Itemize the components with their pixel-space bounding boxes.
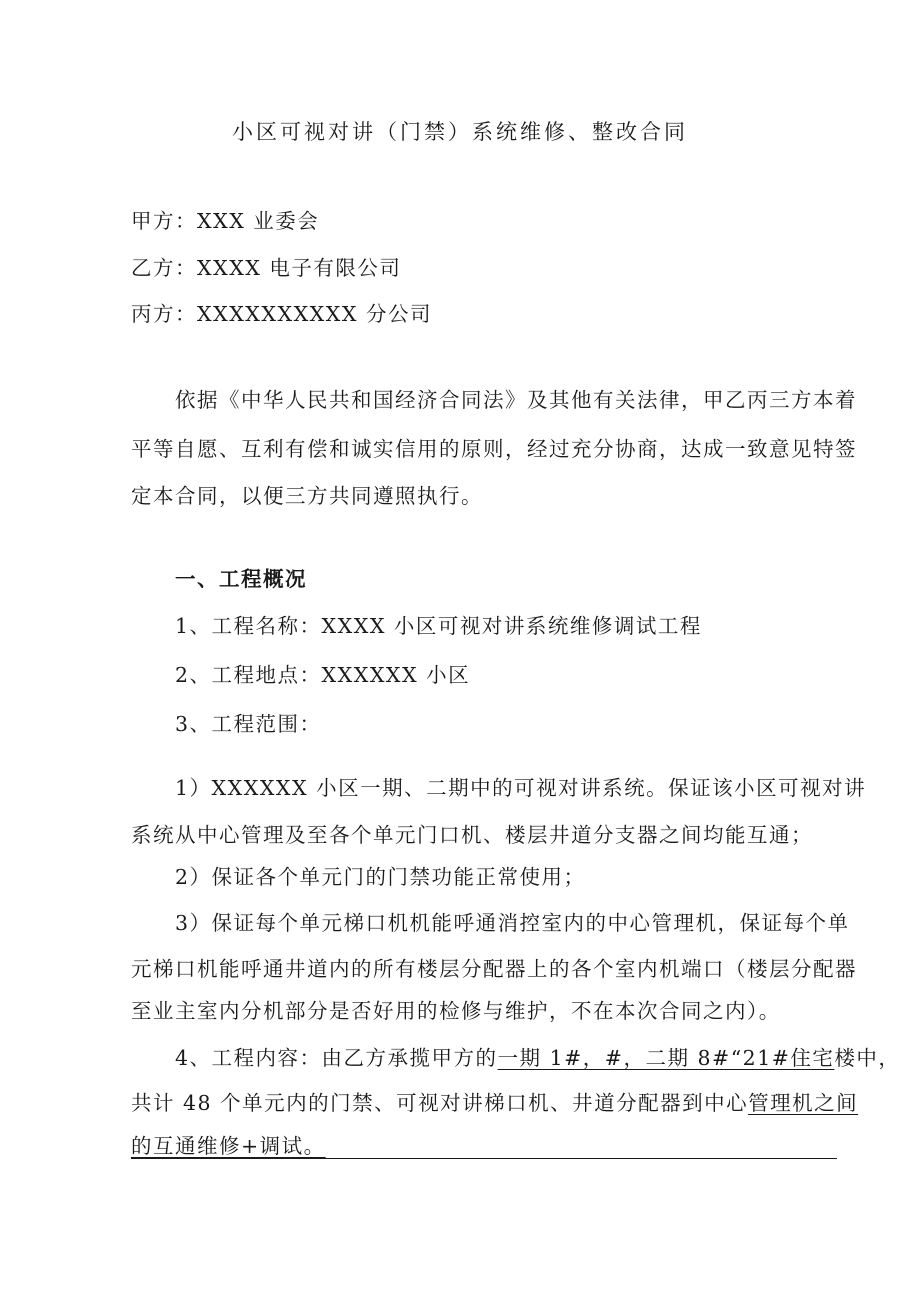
party-c: 丙方：XXXXXXXXXX 分公司 [131, 302, 432, 326]
document-title: 小区可视对讲（门禁）系统维修、整改合同 [232, 120, 688, 144]
horizontal-rule [131, 1158, 837, 1159]
party-b: 乙方：XXXX 电子有限公司 [131, 256, 402, 280]
content-line-2b: 管理机之间 [748, 1091, 859, 1115]
scope-line-1: 1）XXXXXX 小区一期、二期中的可视对讲系统。保证该小区可视对讲 [175, 776, 867, 800]
item-project-location: 2、工程地点：XXXXXX 小区 [175, 663, 471, 687]
intro-line-1: 依据《中华人民共和国经济合同法》及其他有关法律，甲乙丙三方本着 [175, 388, 857, 412]
intro-line-3: 定本合同，以便三方共同遵照执行。 [131, 484, 483, 508]
content-line-2 [131, 1086, 858, 1116]
item-project-name: 1、工程名称：XXXX 小区可视对讲系统维修调试工程 [175, 614, 702, 638]
content-line-2a: 共计 48 个单元内的门禁、可视对讲梯口机、井道分配器到中心 [131, 1091, 749, 1115]
scope-line-2: 系统从中心管理及至各个单元门口机、楼层井道分支器之间均能互通； [131, 823, 813, 847]
section-heading: 一、工程概况 [175, 567, 307, 591]
scope-line-5: 元梯口机能呼通井道内的所有楼层分配器上的各个室内机端口（楼层分配器 [131, 957, 857, 981]
intro-line-2: 平等自愿、互利有偿和诚实信用的原则，经过充分协商，达成一致意见特签 [131, 437, 857, 461]
content-suffix: 楼中， [834, 1046, 901, 1070]
item-project-content [175, 1041, 900, 1071]
content-prefix: 4、工程内容：由乙方承揽甲方的 [175, 1046, 498, 1070]
scope-line-4: 3）保证每个单元梯口机机能呼通消控室内的中心管理机，保证每个单 [175, 911, 850, 935]
item-project-scope: 3、工程范围： [175, 712, 322, 736]
party-a: 甲方：XXX 业委会 [131, 209, 320, 233]
content-line-3: 的互通维修+调试。 [131, 1134, 326, 1158]
content-underlined: 一期 1#，#，二期 8#“21#住宅 [497, 1046, 835, 1070]
scope-line-3: 2）保证各个单元门的门禁功能正常使用； [175, 865, 586, 889]
scope-line-6: 至业主室内分机部分是否好用的检修与维护，不在本次合同之内）。 [131, 999, 781, 1023]
